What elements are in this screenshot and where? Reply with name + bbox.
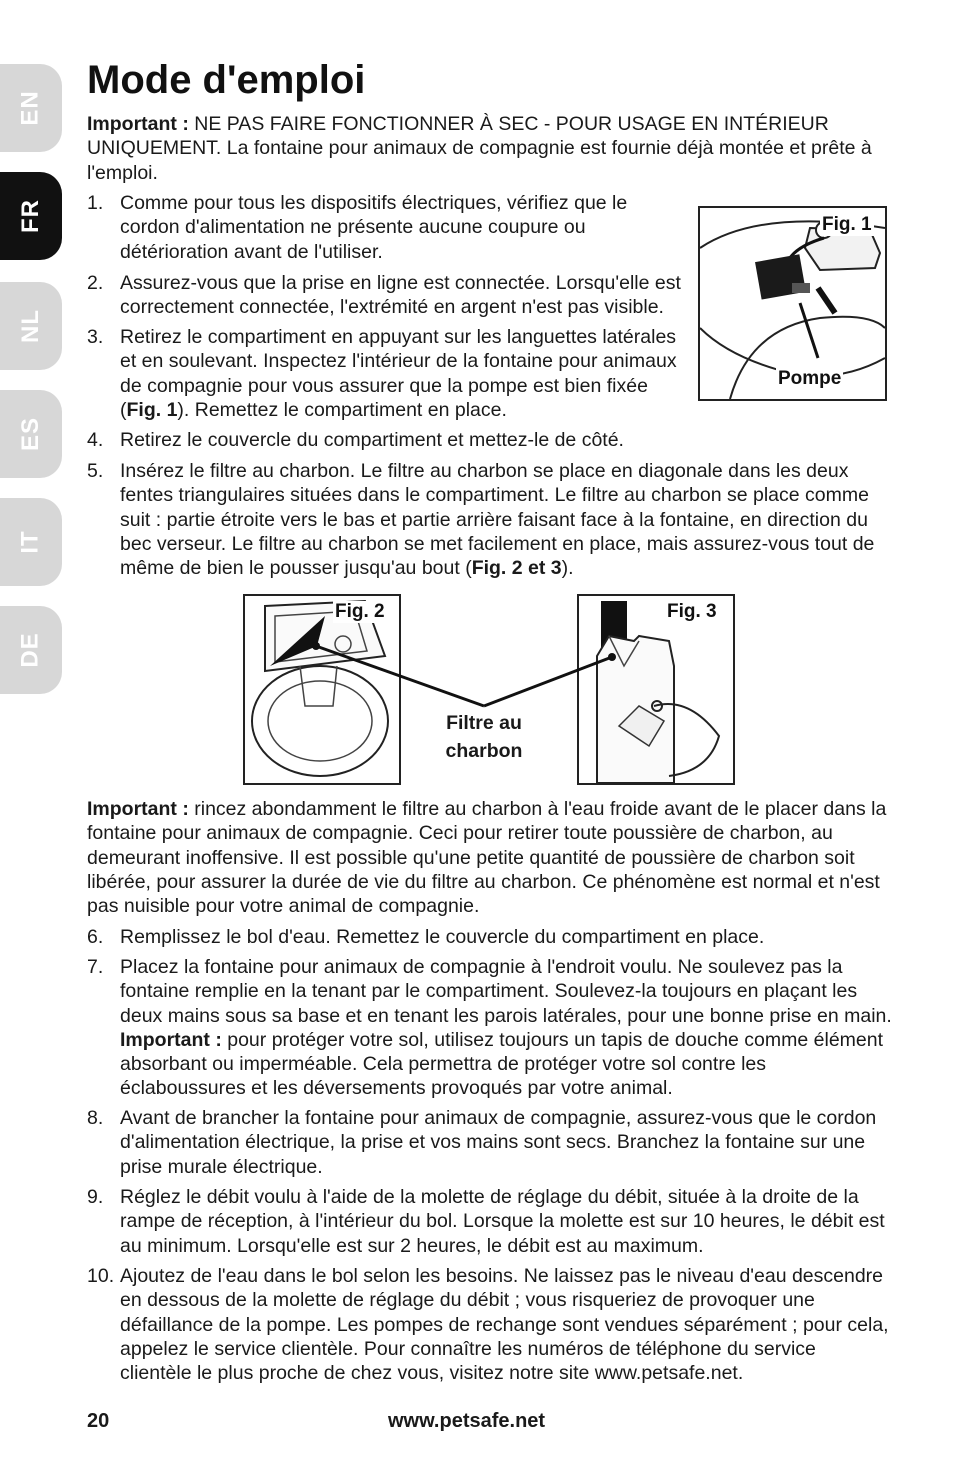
step-text <box>120 325 687 422</box>
list-item <box>87 325 687 422</box>
tab-nl[interactable] <box>0 282 62 370</box>
callout-line: Filtre au <box>446 712 522 734</box>
list-item <box>87 271 687 320</box>
step-text: Ajoutez de l'eau dans le bol selon les besoins. Ne laissez pas le niveau d'eau descendre en dessous de la molette de réglage du débit ; vous risqueriez de provoquer une défaillance de la pompe. Les pompes de rechange sont vendues séparément ; pour cela, appelez le service clientèle. Pour connaître les numéros de téléphone du service clientèle le plus proche de chez vous, visitez notre site www.petsafe.net. <box>120 1265 889 1385</box>
tab-label: FR <box>17 199 44 233</box>
step-number: 3. <box>87 326 104 348</box>
figure-3 <box>577 594 735 785</box>
figure-ref: Fig. 1 <box>126 398 178 421</box>
figure-ref: Fig. 2 et 3 <box>471 557 562 580</box>
intro-text: NE PAS FAIRE FONCTIONNER À SEC - POUR USAGE EN INTÉRIEUR UNIQUEMENT. La fontaine pour animaux de compagnie est fournie déjà montée et prête à l'emploi. <box>87 113 872 184</box>
step-text-part: Retirez le compartiment en appuyant sur les languettes latérales et en soulevant. Inspectez l'intérieur de la fontaine pour animaux de compagnie pour vous assurer que la pompe est bien fixée ( <box>120 326 677 421</box>
fountain-illustration <box>245 596 399 783</box>
tab-es[interactable] <box>0 390 62 478</box>
important-label: Important : <box>120 1028 222 1051</box>
fountain-illustration <box>579 596 733 783</box>
step-text: Avant de brancher la fontaine pour animaux de compagnie, assurez-vous que le cordon d'alimentation électrique, la prise et vos mains sont secs. Branchez la fontaine sur une prise murale électrique. <box>120 1107 877 1178</box>
step-text: Assurez-vous que la prise en ligne est connectée. Lorsqu'elle est correctement connectée, l'extrémité en argent n'est pas visible. <box>120 272 681 319</box>
list-item <box>87 428 887 452</box>
intro-paragraph <box>87 112 877 185</box>
page-number: 20 <box>87 1410 110 1432</box>
figure-2 <box>243 594 401 785</box>
step-number: 10. <box>87 1265 115 1287</box>
tab-label: EN <box>17 90 44 126</box>
tab-label: IT <box>16 530 44 554</box>
step-text: Réglez le débit voulu à l'aide de la molette de réglage du débit, située à la droite de la rampe de réception, à l'intérieur du bol. Lorsque la molette est sur 10 heures, le débit est au minimum. Lorsqu'elle est sur 2 heures, le débit est au maximum. <box>120 1186 885 1257</box>
tab-label: NL <box>17 309 44 343</box>
important-text: rincez abondamment le filtre au charbon à l'eau froide avant de le placer dans la fontaine pour animaux de compagnie. Ceci pour retirer toute poussière de charbon, au demeurant inoffensive. Il est possible qu'une petite quantité de poussière de charbon soit libérée, pour assurer la durée de vie du filtre au charbon. Ce phénomène est normal et n'est pas nuisible pour votre animal de compagnie. <box>87 798 887 918</box>
step-text-part: pour protéger votre sol, utilisez toujours un tapis de douche comme élément absorbant ou imperméable. Cela permettra de protéger votre sol contre les éclaboussures et les déversements provoqués par votre animal. <box>120 1028 884 1100</box>
list-item <box>87 955 892 1101</box>
figure-label: Fig. 2 <box>335 601 385 622</box>
step-number: 5. <box>87 460 104 482</box>
tab-it[interactable] <box>0 498 62 586</box>
step-number: 1. <box>87 192 104 214</box>
callout-filter <box>424 709 544 765</box>
step-text: Remplissez le bol d'eau. Remettez le couvercle du compartiment en place. <box>120 926 765 948</box>
callout-line: charbon <box>445 740 523 762</box>
step-text-part: Placez la fontaine pour animaux de compagnie à l'endroit voulu. Ne soulevez pas la fontaine remplie en la tenant par le compartiment. Soulevez-la toujours en plaçant les deux mains sous sa base et en tenant les parois latérales, pour une bonne prise en main. <box>120 956 892 1027</box>
step-number: 8. <box>87 1107 104 1129</box>
important-label: Important : <box>87 798 189 820</box>
step-text <box>120 459 892 580</box>
list-item <box>87 459 892 580</box>
step-number: 9. <box>87 1186 104 1208</box>
step-text-part: ). <box>561 557 574 580</box>
list-item <box>87 191 682 264</box>
figure-label: Fig. 1 <box>822 214 872 235</box>
page-title: Mode d'emploi <box>87 58 366 102</box>
step-number: 4. <box>87 429 104 451</box>
figure-1 <box>698 206 887 401</box>
list-item <box>87 1106 892 1179</box>
step-number: 2. <box>87 272 104 294</box>
step-text: Comme pour tous les dispositifs électriques, vérifiez que le cordon d'alimentation ne présente aucune coupure ou détérioration avant de l'utiliser. <box>120 192 628 263</box>
step-text: Retirez le couvercle du compartiment et mettez-le de côté. <box>120 429 624 451</box>
important-paragraph <box>87 797 887 918</box>
tab-label: DE <box>17 632 44 668</box>
step-text-part: ). Remettez le compartiment en place. <box>177 398 507 421</box>
tab-en[interactable] <box>0 64 62 152</box>
footer-url[interactable]: www.petsafe.net <box>388 1410 546 1432</box>
tab-fr[interactable] <box>0 172 62 260</box>
step-text <box>120 955 892 1101</box>
step-number: 6. <box>87 926 104 948</box>
step-text-part: Insérez le filtre au charbon. Le filtre au charbon se place en diagonale dans les deux fentes triangulaires situées dans le compartiment. Le filtre au charbon se place comme suit : partie étroite vers le bas et partie arrière faisant face à la fontaine, en direction du bec verseur. Le filtre au charbon se met facilement en place, mais assurez-vous tout de même de bien le pousser jusqu'au bout ( <box>120 460 875 580</box>
tab-label: ES <box>16 416 44 452</box>
step-number: 7. <box>87 956 104 978</box>
list-item <box>87 925 892 949</box>
list-item <box>87 1264 892 1385</box>
list-item <box>87 1185 892 1258</box>
important-label: Important : <box>87 113 189 135</box>
tab-de[interactable] <box>0 606 62 694</box>
callout-pump: Pompe <box>778 368 842 389</box>
figure-label: Fig. 3 <box>667 601 717 622</box>
